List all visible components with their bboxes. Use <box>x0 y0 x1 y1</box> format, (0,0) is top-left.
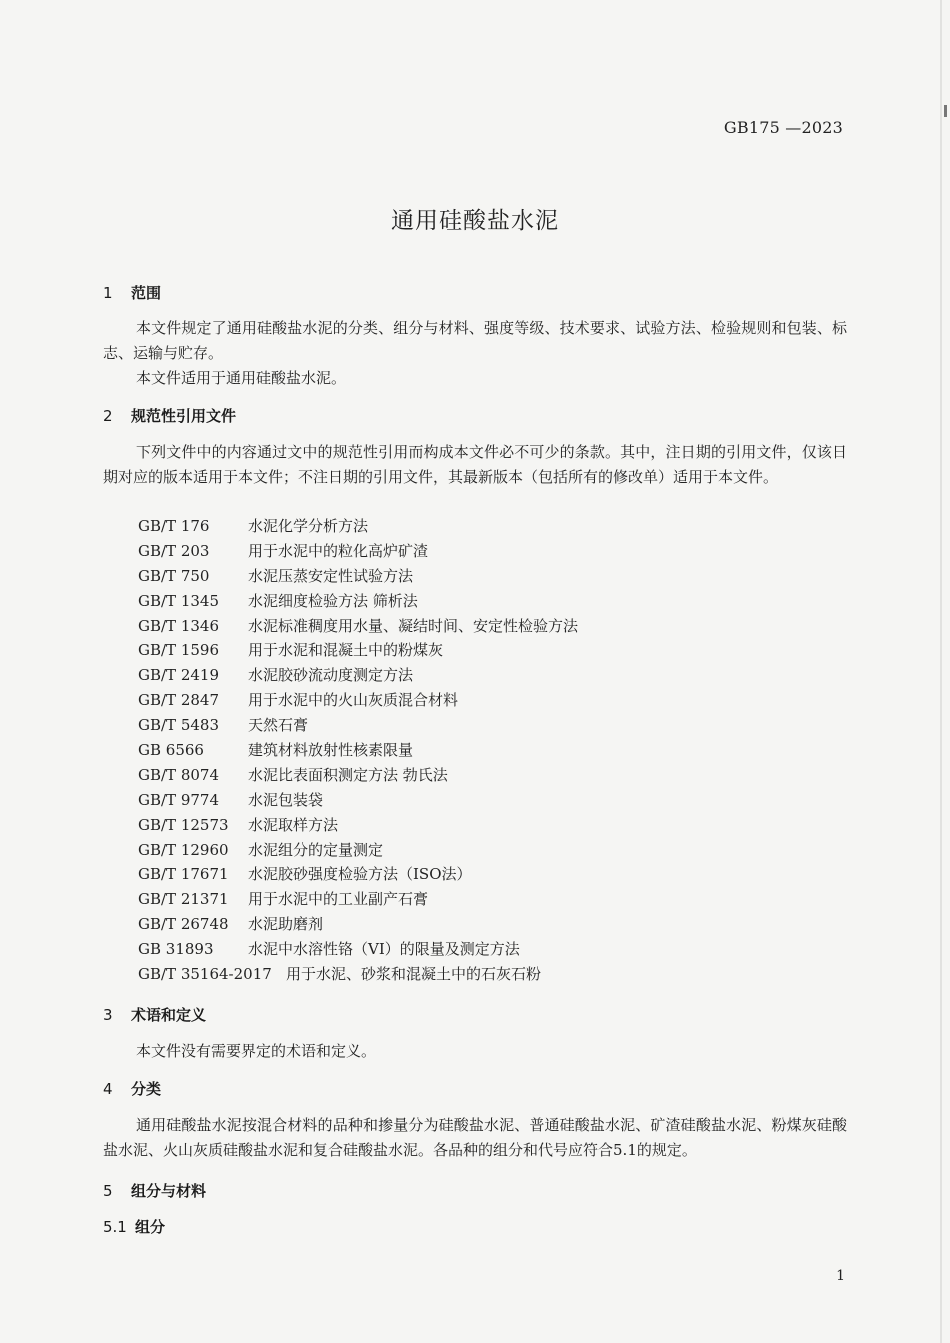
section-number: 5 <box>103 1182 113 1200</box>
reference-item <box>138 564 578 589</box>
reference-code: GB/T 9774 <box>138 790 220 809</box>
section-title: 术语和定义 <box>131 1006 207 1024</box>
subsection-heading-5-1 <box>103 1216 165 1237</box>
reference-code: GB/T 12960 <box>138 840 229 859</box>
reference-code: GB/T 1596 <box>138 641 220 660</box>
section-title: 分类 <box>131 1080 162 1098</box>
reference-code: GB 6566 <box>138 741 204 760</box>
reference-title: 水泥比表面积测定方法 勃氏法 <box>248 765 448 784</box>
section-number: 2 <box>103 407 113 425</box>
reference-item <box>138 788 578 813</box>
section-title: 规范性引用文件 <box>131 407 237 425</box>
reference-item <box>138 912 578 937</box>
reference-title: 水泥压蒸安定性试验方法 <box>248 566 414 585</box>
section-heading-3 <box>103 1004 206 1025</box>
reference-item <box>138 514 578 539</box>
reference-item <box>138 862 578 887</box>
section-heading-5 <box>103 1180 206 1201</box>
section-title: 组分与材料 <box>131 1182 207 1200</box>
section-title: 范围 <box>131 284 162 302</box>
reference-title: 水泥助磨剂 <box>248 915 324 934</box>
reference-code: GB/T 26748 <box>138 915 229 934</box>
reference-code: GB/T 21371 <box>138 890 229 909</box>
reference-code: GB/T 176 <box>138 517 210 535</box>
reference-item <box>138 813 578 838</box>
reference-code: GB/T 35164-2017 <box>138 965 272 984</box>
reference-code: GB/T 5483 <box>138 716 220 735</box>
reference-title: 水泥胶砂流动度测定方法 <box>248 666 414 685</box>
reference-item <box>138 589 578 614</box>
page-number: 1 <box>836 1268 845 1284</box>
reference-item <box>138 763 578 788</box>
reference-title: 水泥组分的定量测定 <box>248 840 384 859</box>
reference-title: 水泥中水溶性铬（VI）的限量及测定方法 <box>248 940 520 959</box>
section-heading-1 <box>103 282 161 303</box>
paragraph: 本文件没有需要界定的术语和定义。 <box>136 1042 377 1060</box>
reference-code: GB/T 8074 <box>138 765 220 784</box>
section-title: 组分 <box>135 1218 166 1236</box>
paragraph: 本文件适用于通用硅酸盐水泥。 <box>136 369 347 387</box>
reference-item <box>138 738 578 763</box>
document-title: 通用硅酸盐水泥 <box>391 208 559 234</box>
reference-title: 天然石膏 <box>248 716 309 735</box>
reference-code: GB/T 12573 <box>138 815 229 834</box>
reference-item <box>138 614 578 639</box>
reference-item <box>138 663 578 688</box>
standard-number: GB175 —2023 <box>723 118 843 137</box>
reference-code: GB/T 2419 <box>138 666 220 685</box>
reference-item <box>138 838 578 863</box>
reference-code: GB/T 2847 <box>138 691 220 710</box>
reference-code: GB/T 17671 <box>138 865 229 884</box>
reference-title: 水泥取样方法 <box>248 815 339 834</box>
paragraph: 通用硅酸盐水泥按混合材料的品种和掺量分为硅酸盐水泥、普通硅酸盐水泥、矿渣硅酸盐水泥、粉煤灰硅酸盐水泥、火山灰质硅酸盐水泥和复合硅酸盐水泥。各品种的组分和代号应符合5.1的规定。 <box>103 1116 847 1159</box>
section-number: 3 <box>103 1006 113 1024</box>
reference-title: 水泥标准稠度用水量、凝结时间、安定性检验方法 <box>248 616 579 635</box>
reference-title: 水泥胶砂强度检验方法（ISO法） <box>248 865 472 884</box>
section-heading-2 <box>103 405 236 426</box>
section-number: 1 <box>103 284 113 302</box>
scan-mark <box>944 105 947 117</box>
reference-list <box>138 514 578 987</box>
reference-title: 用于水泥中的粒化高炉矿渣 <box>248 541 429 560</box>
reference-title: 用于水泥、砂浆和混凝土中的石灰石粉 <box>286 965 542 984</box>
reference-title: 水泥细度检验方法 筛析法 <box>248 591 418 610</box>
reference-code: GB 31893 <box>138 940 214 959</box>
section-number: 5.1 <box>103 1218 127 1236</box>
reference-item <box>138 638 578 663</box>
reference-item <box>138 539 578 564</box>
paragraph: 下列文件中的内容通过文中的规范性引用而构成本文件必不可少的条款。其中，注日期的引用文件，仅该日期对应的版本适用于本文件；不注日期的引用文件，其最新版本（包括所有的修改单）适用于本文件。 <box>103 443 847 486</box>
reference-item <box>138 688 578 713</box>
reference-item <box>138 713 578 738</box>
reference-code: GB/T 750 <box>138 566 210 585</box>
reference-title: 建筑材料放射性核素限量 <box>248 741 414 760</box>
section-number: 4 <box>103 1080 113 1098</box>
reference-code: GB/T 1345 <box>138 591 220 610</box>
reference-code: GB/T 1346 <box>138 616 220 635</box>
reference-title: 用于水泥中的工业副产石膏 <box>248 890 429 909</box>
reference-title: 用于水泥和混凝土中的粉煤灰 <box>248 641 444 660</box>
reference-code: GB/T 203 <box>138 541 210 560</box>
reference-title: 用于水泥中的火山灰质混合材料 <box>248 691 459 710</box>
reference-item <box>138 962 578 987</box>
reference-title: 水泥化学分析方法 <box>248 517 369 535</box>
reference-item <box>138 937 578 962</box>
section-heading-4 <box>103 1078 161 1099</box>
reference-item <box>138 887 578 912</box>
paragraph: 本文件规定了通用硅酸盐水泥的分类、组分与材料、强度等级、技术要求、试验方法、检验规则和包装、标志、运输与贮存。 <box>103 319 847 362</box>
reference-title: 水泥包装袋 <box>248 790 324 809</box>
